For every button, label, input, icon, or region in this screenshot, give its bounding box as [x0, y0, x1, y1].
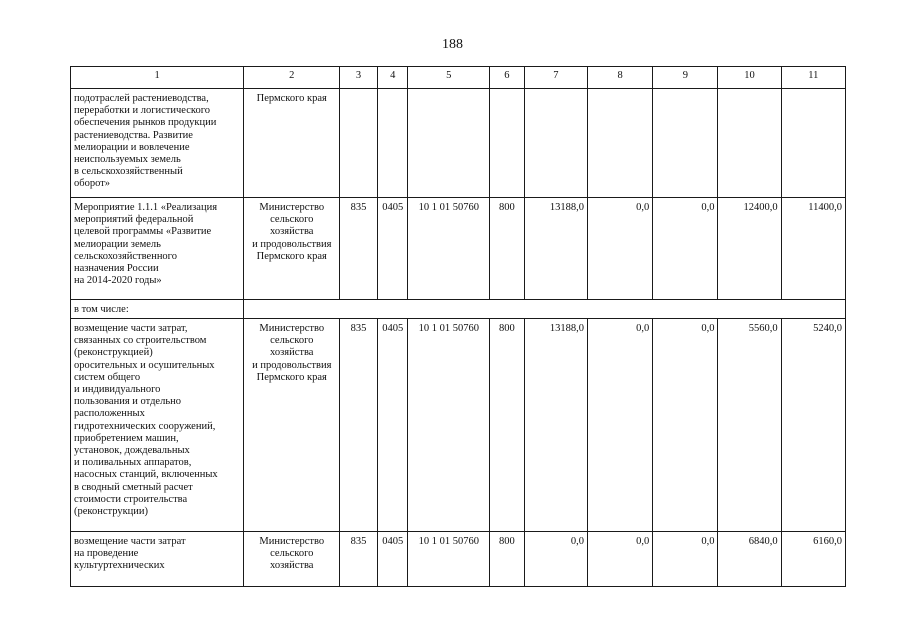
cell-col5: 10 1 01 50760 [408, 198, 490, 300]
cell-col3: 835 [340, 319, 378, 532]
row-name: Мероприятие 1.1.1 «Реализация мероприятий федеральной целевой программы «Развитие мелиорации земель сельскохозяйственного назначения России на 2014-2020 годы» [71, 198, 244, 300]
cell-col7 [524, 89, 587, 198]
budget-table [70, 66, 846, 587]
cell-col6: 800 [490, 198, 525, 300]
cell-col8 [587, 89, 652, 198]
cell-col5: 10 1 01 50760 [408, 319, 490, 532]
cell-col8: 0,0 [587, 532, 652, 587]
cell-col7: 0,0 [524, 532, 587, 587]
header-cell: 10 [718, 67, 781, 89]
cell-col4: 0405 [377, 198, 408, 300]
table-row [71, 532, 846, 587]
table-row [71, 300, 846, 319]
header-cell: 11 [781, 67, 845, 89]
header-cell: 2 [244, 67, 340, 89]
cell-col5: 10 1 01 50760 [408, 532, 490, 587]
header-cell: 4 [377, 67, 408, 89]
row-name: подотраслей растениеводства, переработки и логистического обеспечения рынков продукции растениеводства. Развитие мелиорации и вовлечение неиспользуемых земель в сельскохозяйственный оборот» [71, 89, 244, 198]
cell-col4 [377, 89, 408, 198]
responsible-org: Министерство сельского хозяйства и продовольствия Пермского края [244, 198, 340, 300]
header-cell: 3 [340, 67, 378, 89]
cell-col10: 6840,0 [718, 532, 781, 587]
table-row [71, 198, 846, 300]
header-cell: 9 [653, 67, 718, 89]
cell-col9: 0,0 [653, 319, 718, 532]
table-row [71, 89, 846, 198]
cell-col6 [490, 89, 525, 198]
row-name: в том числе: [71, 300, 244, 319]
cell-col5 [408, 89, 490, 198]
cell-col7: 13188,0 [524, 198, 587, 300]
cell-col6: 800 [490, 532, 525, 587]
cell-col6: 800 [490, 319, 525, 532]
cell-col10 [718, 89, 781, 198]
cell-col9: 0,0 [653, 198, 718, 300]
cell-col4: 0405 [377, 319, 408, 532]
responsible-org: Министерство сельского хозяйства [244, 532, 340, 587]
header-cell: 7 [524, 67, 587, 89]
cell-col9 [653, 89, 718, 198]
cell-col3 [340, 89, 378, 198]
cell-col11 [781, 89, 845, 198]
cell-col8: 0,0 [587, 198, 652, 300]
cell-col3: 835 [340, 532, 378, 587]
header-cell: 8 [587, 67, 652, 89]
header-cell: 5 [408, 67, 490, 89]
cell-col11: 6160,0 [781, 532, 845, 587]
table-row [71, 319, 846, 532]
row-name: возмещение части затрат на проведение культуртехнических [71, 532, 244, 587]
header-cell: 6 [490, 67, 525, 89]
cell-col8: 0,0 [587, 319, 652, 532]
cell-col10: 5560,0 [718, 319, 781, 532]
empty-span-cell [244, 300, 846, 319]
cell-col11: 5240,0 [781, 319, 845, 532]
cell-col10: 12400,0 [718, 198, 781, 300]
cell-col9: 0,0 [653, 532, 718, 587]
header-cell: 1 [71, 67, 244, 89]
cell-col4: 0405 [377, 532, 408, 587]
cell-col11: 11400,0 [781, 198, 845, 300]
responsible-org: Министерство сельского хозяйства и продовольствия Пермского края [244, 319, 340, 532]
responsible-org: Пермского края [244, 89, 340, 198]
table-header-row [71, 67, 846, 89]
row-name: возмещение части затрат, связанных со строительством (реконструкцией) оросительных и осушительных систем общего и индивидуального пользования и отдельно расположенных гидротехнических сооружений, приобретением машин, установок, дождевальных и поливальных аппаратов, насосных станций, включенных в сводный сметный расчет стоимости строительства (реконструкции) [71, 319, 244, 532]
page-number: 188 [442, 37, 463, 52]
cell-col3: 835 [340, 198, 378, 300]
cell-col7: 13188,0 [524, 319, 587, 532]
